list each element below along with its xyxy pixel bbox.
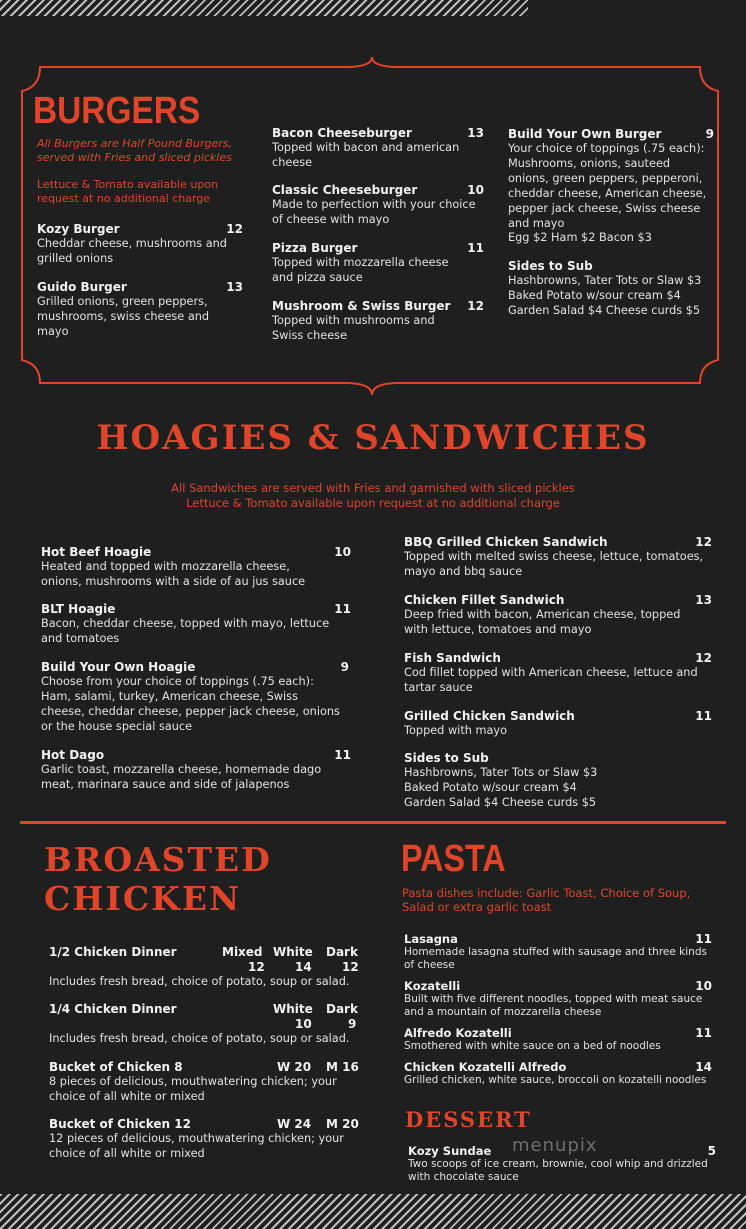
item-name: Grilled Chicken Sandwich [404,709,575,723]
item-name: BLT Hoagie [41,602,116,616]
item-desc: Your choice of toppings (.75 each): Mushrooms, onions, sauteed onions, green peppers, pepperoni, cheddar cheese, American cheese, pepper jack cheese, Swiss cheese and mayo [508,142,707,230]
sides-line: Garden Salad $4 Cheese curds $5 [404,796,597,809]
sides-title: Sides to Sub [404,751,489,765]
option-price: M 20 [326,1117,359,1131]
sides-line: Baked Potato w/sour cream $4 [508,289,681,302]
item-desc: Heated and topped with mozzarella cheese, onions, mushrooms with a side of au jus sauce [41,560,306,588]
item-name: Lasagna [404,932,458,946]
item-name: Bucket of Chicken 12 [49,1117,191,1131]
item-desc: Deep fried with bacon, American cheese, topped with lettuce, tomatoes and mayo [404,608,681,636]
option-label: White [273,945,313,959]
burgers-note: All Burgers are Half Pound Burgers, served with Fries and sliced pickles [37,137,232,164]
item-desc: Cod fillet topped with American cheese, lettuce and tartar sauce [404,666,698,694]
item-desc: Grilled chicken, white sauce, broccoli on kozatelli noodles [404,1074,707,1086]
burgers-lettuce-note: Lettuce & Tomato available upon request at no additional charge [37,178,219,205]
menu-item [41,748,351,792]
option-label: Mixed [222,945,263,959]
item-name: Kozatelli [404,979,461,993]
item-name: Alfredo Kozatelli [404,1026,512,1040]
menu-item [508,127,714,231]
item-desc: Built with five different noodles, topped with meat sauce and a mountain of mozzarella cheese [404,993,703,1018]
item-price: 11 [695,1026,712,1040]
option-price: W 20 [277,1060,312,1074]
hoagies-title: HOAGIES & SANDWICHES [96,418,650,458]
item-price: 12 [695,535,712,549]
item-price: 14 [695,1060,712,1074]
item-price: 13 [226,280,243,294]
menu-item [404,535,712,579]
chicken-item-bucket-12 [49,1117,364,1161]
item-price: 5 [707,1144,716,1158]
menu-item [37,222,243,266]
item-price: 13 [467,126,484,140]
menu-item [37,280,243,339]
item-price: 11 [695,932,712,946]
item-desc: Choose from your choice of toppings (.75 each): Ham, salami, turkey, American cheese, Swiss cheese, cheddar cheese, pepper jack cheese, onions or the house special sauce [41,675,340,733]
item-name: Build Your Own Burger [508,127,662,141]
item-name: Bacon Cheeseburger [272,126,412,140]
menu-item [272,241,484,285]
item-name: Guido Burger [37,280,127,294]
dessert-title: DESSERT [405,1107,532,1132]
item-desc: Made to perfection with your choice of cheese with mayo [272,198,476,226]
chicken-item-bucket-8 [49,1060,364,1104]
sides-line: Baked Potato w/sour cream $4 [404,781,577,794]
item-name: Chicken Fillet Sandwich [404,593,565,607]
item-desc: Bacon, cheddar cheese, topped with mayo, lettuce and tomatoes [41,617,330,645]
item-desc: Two scoops of ice cream, brownie, cool whip and drizzled with chocolate sauce [408,1158,708,1183]
chicken-item-quarter [49,1002,364,1047]
item-name: 1/2 Chicken Dinner [49,945,177,959]
item-name: Chicken Kozatelli Alfredo [404,1060,567,1074]
menu-item [272,126,484,170]
item-desc: Cheddar cheese, mushrooms and grilled onions [37,237,227,265]
item-name: Kozy Burger [37,222,120,236]
top-stripes [0,0,528,16]
item-desc: Smothered with white sauce on a bed of noodles [404,1040,661,1052]
burger-sides [508,259,718,318]
item-price: 10 [334,545,351,559]
option-price: M 16 [326,1060,359,1074]
sides-title: Sides to Sub [508,259,593,273]
hoagies-note: All Sandwiches are served with Fries and garnished with sliced pickles [171,481,575,495]
item-desc: Topped with bacon and american cheese [272,141,460,169]
item-desc: Garlic toast, mozzarella cheese, homemade dago meat, marinara sauce and side of jalapenos [41,763,322,791]
item-name: Bucket of Chicken 8 [49,1060,183,1074]
bottom-stripes [0,1194,746,1229]
item-price: 12 [226,222,243,236]
item-desc: Includes fresh bread, choice of potato, soup or salad. [49,975,350,988]
item-desc: Grilled onions, green peppers, mushrooms, swiss cheese and mayo [37,295,210,338]
item-price: 11 [334,748,351,762]
item-name: Pizza Burger [272,241,358,255]
item-desc: Topped with mayo [404,724,508,737]
item-name: Build Your Own Hoagie [41,660,196,674]
item-price: 12 [695,651,712,665]
item-price: 9 [340,660,349,674]
item-name: Hot Dago [41,748,105,762]
item-price: 13 [695,593,712,607]
section-divider [20,821,726,824]
menu-item [404,932,712,972]
option-price: 12 [248,960,265,974]
option-label: White [273,1002,313,1016]
item-price: 10 [467,183,484,197]
option-price: 12 [342,960,359,974]
item-price: 11 [467,241,484,255]
item-name: Hot Beef Hoagie [41,545,152,559]
burger-extras: Egg $2 Ham $2 Bacon $3 [508,231,652,244]
item-desc: Includes fresh bread, choice of potato, soup or salad. [49,1032,350,1045]
chicken-title-line1: BROASTED [44,840,272,879]
menu-item [404,979,712,1019]
item-name: BBQ Grilled Chicken Sandwich [404,535,608,549]
pasta-title: PASTA [401,838,506,880]
menu-item [272,299,484,343]
menu-item [404,709,712,738]
menu-item [404,593,712,637]
item-desc: Topped with melted swiss cheese, lettuce, tomatoes, mayo and bbq sauce [404,550,704,578]
menu-item [404,651,712,695]
item-desc: Topped with mozzarella cheese and pizza sauce [272,256,449,284]
option-price: 10 [295,1017,312,1031]
option-label: Dark [326,945,358,959]
item-desc: Topped with mushrooms and Swiss cheese [272,314,435,342]
option-price: W 24 [277,1117,312,1131]
item-desc: Homemade lasagna stuffed with sausage and three kinds of cheese [404,946,707,971]
item-price: 10 [695,979,712,993]
item-name: Kozy Sundae [408,1144,492,1158]
item-name: Classic Cheeseburger [272,183,418,197]
chicken-title-line2: CHICKEN [44,879,242,918]
sides-line: Hashbrowns, Tater Tots or Slaw $3 [404,766,598,779]
item-desc: 12 pieces of delicious, mouthwatering chicken; your choice of all white or mixed [49,1132,344,1160]
menu-item [404,1026,712,1053]
item-desc: 8 pieces of delicious, mouthwatering chicken; your choice of all white or mixed [49,1075,337,1103]
option-price: 9 [348,1017,357,1031]
burgers-title: BURGERS [33,90,201,132]
sides-line: Garden Salad $4 Cheese curds $5 [508,304,701,317]
option-label: Dark [326,1002,358,1016]
menu-item [41,602,351,646]
watermark: menupix [512,1135,598,1156]
item-price: 9 [705,127,714,141]
item-name: Fish Sandwich [404,651,501,665]
item-name: Mushroom & Swiss Burger [272,299,451,313]
item-price: 12 [467,299,484,313]
menu-item [41,660,351,734]
menu-item [404,1060,712,1087]
pasta-note: Pasta dishes include: Garlic Toast, Choice of Soup, Salad or extra garlic toast [402,886,691,914]
option-price: 14 [295,960,312,974]
menu-item [41,545,351,589]
sides-line: Hashbrowns, Tater Tots or Slaw $3 [508,274,702,287]
hoagies-lettuce-note: Lettuce & Tomato available upon request at no additional charge [186,496,560,510]
menu-item [272,183,484,227]
item-price: 11 [695,709,712,723]
chicken-item-half [49,945,364,990]
hoagie-sides [404,751,664,810]
item-price: 11 [334,602,351,616]
item-name: 1/4 Chicken Dinner [49,1002,177,1016]
